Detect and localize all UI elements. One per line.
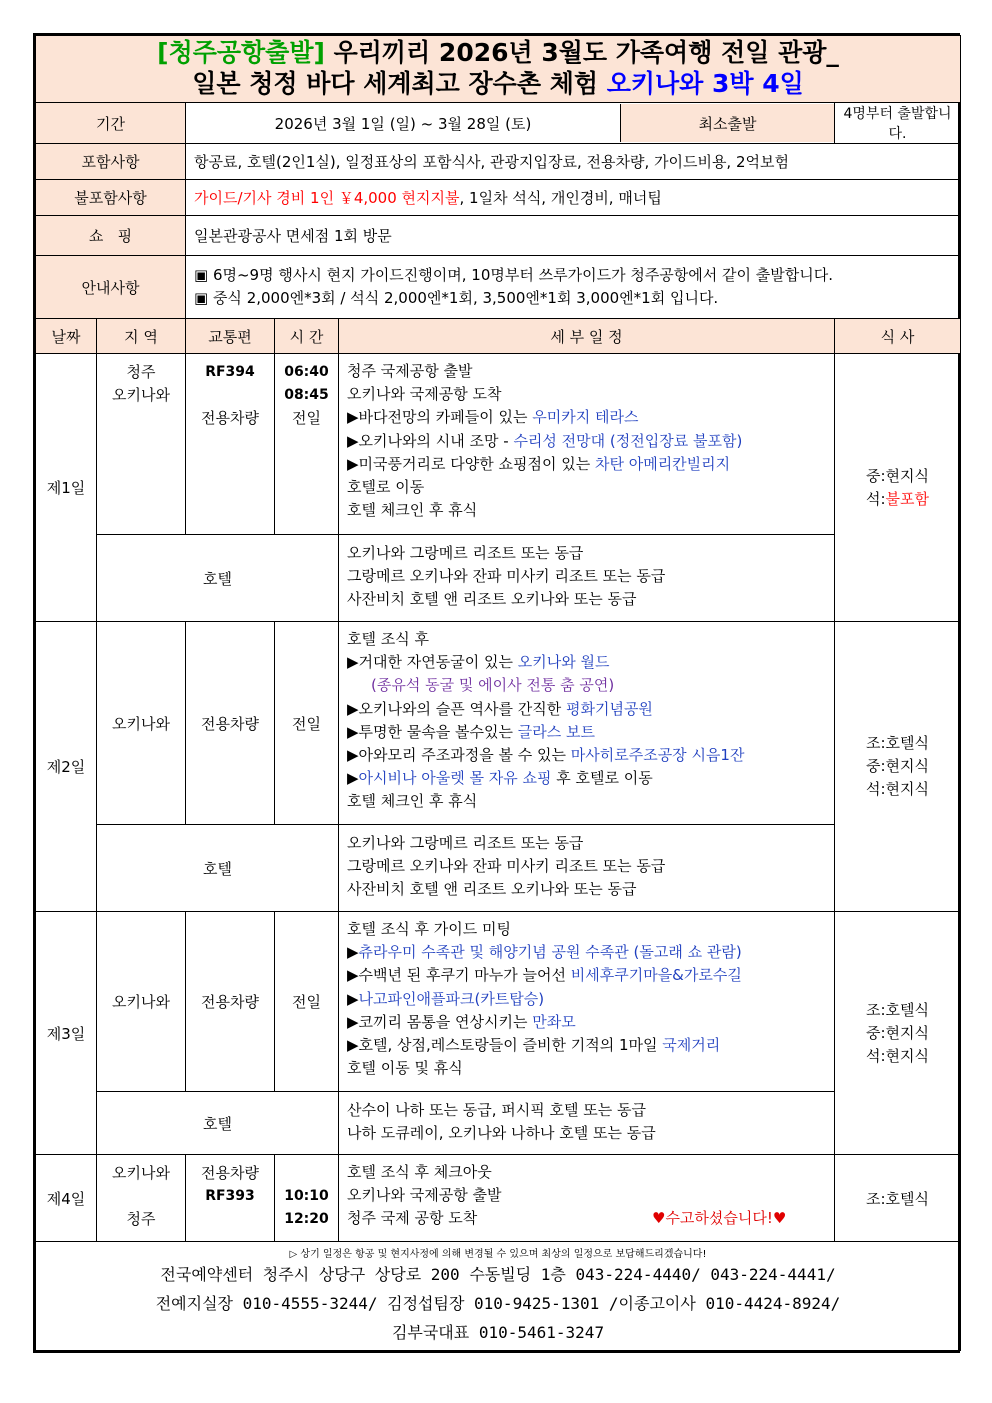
day1-time-3: 전일 [292,409,321,427]
day2-schedule [339,622,835,825]
notice-line-2: ▣ 중식 2,000엔*3회 / 석식 2,000엔*1회, 3,500엔*1회 3,000엔*1회 입니다. [194,289,719,307]
day1-item-2: 오키나와 국제공항 도착 [347,385,502,404]
day2-region: 오키나와 [97,622,186,825]
day1-meal [835,354,961,622]
day1-item-6: 호텔로 이동 [347,478,425,497]
day1-hotel-3: 사잔비치 호텔 앤 리조트 오키나와 또는 동급 [347,590,637,609]
include-label: 포함사항 [36,144,186,180]
day3-meal-dinner: 석:현지식 [866,1046,930,1065]
day3-item-6: ▶호텔, 상점,레스토랑들이 즐비한 기적의 1마일 국제거리 [347,1036,721,1055]
day1-transport [186,354,275,535]
day4-label: 제4일 [36,1155,97,1242]
period-value: 2026년 3월 1일 (일) ~ 3월 28일 (토) [186,104,621,142]
day4-time-2: 12:20 [284,1211,329,1227]
itinerary-table [35,35,961,1351]
day4-flight: RF393 [205,1188,255,1204]
exclude-rest: , 1일차 석식, 개인경비, 매너팁 [459,189,662,207]
day1-time-1: 06:40 [284,364,329,380]
day1-item-5: ▶미국풍거리로 다양한 쇼핑점이 있는 차탄 아메리칸빌리지 [347,454,731,473]
day1-vehicle: 전용차량 [201,409,259,427]
day2-time: 전일 [275,622,339,825]
day3-item-4: ▶나고파인애플파크(카트탑승) [347,989,545,1008]
day2-hotel-1: 오키나와 그랑메르 리조트 또는 동급 [347,834,584,852]
period-label: 기간 [36,103,186,144]
day4-transport [186,1155,275,1242]
day2-hotels [339,825,835,912]
day1-item-7: 호텔 체크인 후 휴식 [347,501,478,520]
col-time: 시 간 [275,319,339,354]
day2-item-8: 호텔 체크인 후 휴식 [347,792,478,811]
day2-meal [835,622,961,912]
title-line2: 일본 청정 바다 세계최고 장수촌 체험 [192,69,607,98]
day4-item-2: 오키나와 국제공항 출발 [347,1186,502,1205]
day4-vehicle: 전용차량 [201,1164,259,1182]
day1-time-2: 08:45 [284,387,329,403]
day3-item-2: ▶츄라우미 수족관 및 해양기념 공원 수족관 (돌고래 쇼 관람) [347,943,742,962]
day1-region-1: 청주 [126,363,156,381]
footer-contact-1: 전국예약센터 청주시 상당구 상당로 200 수동빌딩 1층 043-224-4440/ 043-224-4441/ [160,1265,836,1284]
itinerary-sheet [33,33,960,1353]
day4-region-2: 청주 [126,1210,156,1228]
day2-meal-breakfast: 조:호텔식 [866,734,930,752]
col-schedule: 세 부 일 정 [339,319,835,354]
day4-region [97,1155,186,1242]
include-value: 항공료, 호텔(2인1실), 일정표상의 포함식사, 관광지입장료, 전용차량, 가이드비용, 2억보험 [186,144,961,180]
shopping-value: 일본관광공사 면세점 1회 방문 [186,216,961,256]
footer-contact-2: 전예지실장 010-4555-3244/ 김정섭팀장 010-9425-1301 /이종고이사 010-4424-8924/ [155,1294,841,1313]
day4-meal: 조:호텔식 [835,1155,961,1242]
notice-label: 안내사항 [36,256,186,319]
day3-region: 오키나와 [97,912,186,1092]
day1-hotels [339,535,835,622]
day1-hotel-1: 오키나와 그랑메르 리조트 또는 동급 [347,544,584,562]
col-date: 날짜 [36,319,97,354]
day3-time: 전일 [275,912,339,1092]
day1-time [275,354,339,535]
day4-item-1: 호텔 조식 후 체크아웃 [347,1163,492,1181]
title-line1: 우리끼리 2026년 3월도 가족여행 전일 관광_ [324,38,839,67]
farewell-message: ♥수고하셨습니다!♥ [652,1209,787,1228]
day2-hotel-2: 그랑메르 오키나와 잔파 미사키 리조트 또는 동급 [347,857,666,876]
day2-meal-lunch: 중:현지식 [866,757,930,775]
day3-item-5: ▶코끼리 몸통을 연상시키는 만좌모 [347,1012,576,1031]
day4-time-1: 10:10 [284,1188,329,1204]
day1-region-2: 오키나와 [112,386,170,404]
day3-meal-lunch: 중:현지식 [866,1023,930,1042]
day2-meal-dinner: 석:현지식 [866,780,930,798]
footer-notice: ▷ 상기 일정은 항공 및 현지사정에 의해 변경될 수 있으며 최상의 일정으로 보답해드리겠습니다! [289,1249,707,1260]
day1-region [97,354,186,535]
notice-value [186,256,961,319]
exclude-label: 불포함사항 [36,180,186,216]
day4-region-1: 오키나와 [112,1164,170,1182]
exclude-value [186,180,961,216]
day2-item-6: ▶아와모리 주조과정을 볼 수 있는 마사히로주조공장 시음1잔 [347,746,745,765]
day4-schedule [339,1155,835,1242]
min-departure-value: 4명부터 출발합니다. [835,103,961,144]
day1-item-3: ▶바다전망의 카페들이 있는 우미카지 테라스 [347,408,639,427]
day1-label: 제1일 [36,354,97,622]
day3-hotel-label: 호텔 [97,1092,339,1155]
day2-item-3: (종유석 동굴 및 에이사 전통 춤 공연) [371,676,615,695]
day1-item-1: 청주 국제공항 출발 [347,362,473,380]
day3-meal-breakfast: 조:호텔식 [866,1000,930,1019]
exclude-guide-fee: 가이드/기사 경비 1인 ￥4,000 현지지불 [194,189,460,207]
day2-transport: 전용차량 [186,622,275,825]
col-transport: 교통편 [186,319,275,354]
day3-transport: 전용차량 [186,912,275,1092]
day4-time [275,1155,339,1242]
day2-hotel-label: 호텔 [97,825,339,912]
col-region: 지 역 [97,319,186,354]
day1-hotel-label: 호텔 [97,535,339,622]
footer [36,1242,961,1351]
day2-label: 제2일 [36,622,97,912]
day1-hotel-2: 그랑메르 오키나와 잔파 미사키 리조트 또는 동급 [347,567,666,586]
day3-item-7: 호텔 이동 및 휴식 [347,1059,463,1078]
notice-line-1: ▣ 6명~9명 행사시 현지 가이드진행이며, 10명부터 쓰루가이드가 청주공항에서 같이 출발합니다. [194,266,834,284]
day4-item-3: 청주 국제 공항 도착 ♥수고하셨습니다!♥ [347,1207,826,1230]
shopping-label: 쇼 핑 [36,216,186,256]
day3-label: 제3일 [36,912,97,1155]
day2-item-7: ▶아시비나 아울렛 몰 자유 쇼핑 후 호텔로 이동 [347,769,653,788]
day2-hotel-3: 사잔비치 호텔 앤 리조트 오키나와 또는 동급 [347,880,637,899]
day2-item-5: ▶투명한 물속을 볼수있는 글라스 보트 [347,722,595,741]
day3-meal [835,912,961,1155]
day2-item-4: ▶오키나와의 슬픈 역사를 간직한 평화기념공원 [347,699,653,718]
day3-hotel-2: 나하 도큐레이, 오키나와 나하나 호텔 또는 동급 [347,1124,656,1143]
page-title [36,36,961,103]
title-highlight: 오키나와 3박 4일 [606,69,804,98]
day1-meal-dinner: 석:불포함 [866,489,930,508]
day2-item-1: 호텔 조식 후 [347,630,429,648]
footer-contact-3: 김부국대표 010-5461-3247 [391,1323,605,1342]
day3-hotel-1: 산수이 나하 또는 동급, 퍼시픽 호텔 또는 동급 [347,1101,646,1119]
day1-item-4: ▶오키나와의 시내 조망 - 수리성 전망대 (정전입장료 불포함) [347,431,743,450]
day3-schedule [339,912,835,1092]
day1-flight: RF394 [205,364,255,380]
title-prefix: [청주공항출발] [157,38,325,67]
day1-meal-lunch: 중:현지식 [866,466,930,485]
day3-item-1: 호텔 조식 후 가이드 미팅 [347,920,511,938]
day1-schedule [339,354,835,535]
col-meal: 식 사 [835,319,961,354]
day3-item-3: ▶수백년 된 후쿠기 마누가 늘어선 비세후쿠기마을&가로수길 [347,966,742,985]
day3-hotels [339,1092,835,1155]
day2-item-2: ▶거대한 자연동굴이 있는 오키나와 월드 [347,653,610,672]
min-departure-label: 최소출발 [621,104,835,142]
